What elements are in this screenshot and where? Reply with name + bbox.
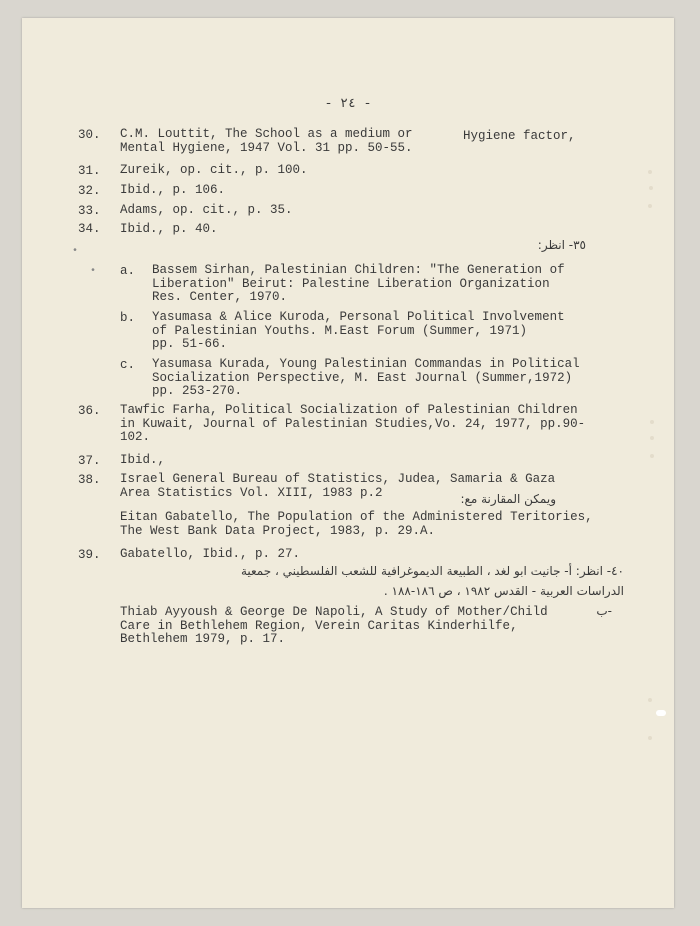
note-38-extra — [120, 511, 593, 538]
sub-text — [152, 311, 565, 352]
note-line: pp. 51-66. — [152, 337, 228, 351]
note-text: Gabatello, Ibid., p. 27. — [120, 547, 301, 561]
note-number: 32. — [78, 184, 101, 198]
page-number: - ٢٤ - — [324, 96, 372, 111]
note-text: Ibid., p. 106. — [120, 183, 226, 197]
note-text — [120, 404, 585, 445]
note-line: Eitan Gabatello, The Population of the Administered Teritories, — [120, 510, 593, 524]
note-line: Area Statistics Vol. XIII, 1983 p.2 — [120, 485, 383, 500]
note-line: of Palestinian Youths. M.East Forum (Summer, 1971) — [152, 323, 528, 338]
note-line: Res. Center, 1970. — [152, 290, 288, 304]
paper-mark — [648, 204, 652, 208]
note-text: Ibid., — [120, 453, 166, 467]
note-text: Ibid., p. 40. — [120, 222, 218, 236]
note-number: 31. — [78, 164, 101, 178]
note-40-arabic-line-1: ٤٠- انظر: أ- جانيت ابو لغد ، الطبيعة الديموغرافية للشعب الفلسطيني ، جمعية — [240, 564, 624, 578]
dot-mark: • — [90, 266, 97, 277]
note-line: Thiab Ayyoush & George De Napoli, A Study of Mother/Child — [120, 605, 548, 619]
note-35-arabic: ٣٥- انظر: — [537, 238, 586, 252]
note-line: pp. 253-270. — [152, 384, 243, 398]
paper-mark — [650, 436, 654, 440]
note-line: C.M. Louttit, The School as a medium or — [120, 127, 413, 141]
paper-mark — [648, 736, 652, 740]
sub-letter: a. — [120, 264, 136, 278]
note-40-b-marker: -ب — [596, 604, 612, 618]
note-line: Mental Hygiene, 1947 Vol. 31 pp. 50-55. — [120, 140, 413, 155]
note-line: Bassem Sirhan, Palestinian Children: "The Generation of — [152, 263, 565, 277]
note-number: 36. — [78, 404, 101, 418]
note-line: Care in Bethlehem Region, Verein Caritas Kinderhilfe, — [120, 618, 518, 633]
paper-tear — [656, 710, 666, 716]
note-line: Socialization Perspective, M. East Journal (Summer,1972) — [152, 370, 573, 385]
note-number: 34. — [78, 222, 101, 236]
paper-mark — [650, 454, 654, 458]
note-number: 39. — [78, 548, 101, 562]
note-line: Bethlehem 1979, p. 17. — [120, 632, 286, 646]
note-line: Liberation" Beirut: Palestine Liberation Organization — [152, 276, 550, 291]
note-line: Tawfic Farha, Political Socialization of Palestinian Children — [120, 403, 578, 417]
note-number: 30. — [78, 128, 101, 142]
note-line: 102. — [120, 430, 151, 444]
sub-letter: c. — [120, 358, 136, 372]
note-line: Yasumasa & Alice Kuroda, Personal Political Involvement — [152, 310, 565, 324]
paper-mark — [649, 186, 653, 190]
note-38-arabic: ويمكن المقارنة مع: — [460, 492, 556, 506]
note-number: 37. — [78, 454, 101, 468]
note-text — [120, 128, 413, 155]
note-text: Adams, op. cit., p. 35. — [120, 203, 293, 217]
note-40-b-text — [120, 606, 548, 647]
note-number: 38. — [78, 473, 101, 487]
sub-text — [152, 264, 565, 305]
sub-letter: b. — [120, 311, 136, 325]
document-page — [22, 18, 674, 908]
note-margin-text: Hygiene factor, — [463, 129, 576, 143]
note-line: The West Bank Data Project, 1983, p. 29.A. — [120, 523, 436, 538]
note-line: in Kuwait, Journal of Palestinian Studies,Vo. 24, 1977, pp.90- — [120, 416, 586, 431]
note-line: Israel General Bureau of Statistics, Judea, Samaria & Gaza — [120, 472, 556, 486]
note-number: 33. — [78, 204, 101, 218]
dot-mark: • — [72, 246, 79, 257]
note-text: Zureik, op. cit., p. 100. — [120, 163, 308, 177]
paper-mark — [648, 698, 652, 702]
paper-mark — [648, 170, 652, 174]
note-line: Yasumasa Kurada, Young Palestinian Commandas in Political — [152, 357, 580, 371]
paper-mark — [650, 420, 654, 424]
note-40-arabic-line-2: الدراسات العربية - القدس ١٩٨٢ ، ص ١٨٦-١٨٨ . — [383, 584, 624, 598]
sub-text — [152, 358, 580, 399]
